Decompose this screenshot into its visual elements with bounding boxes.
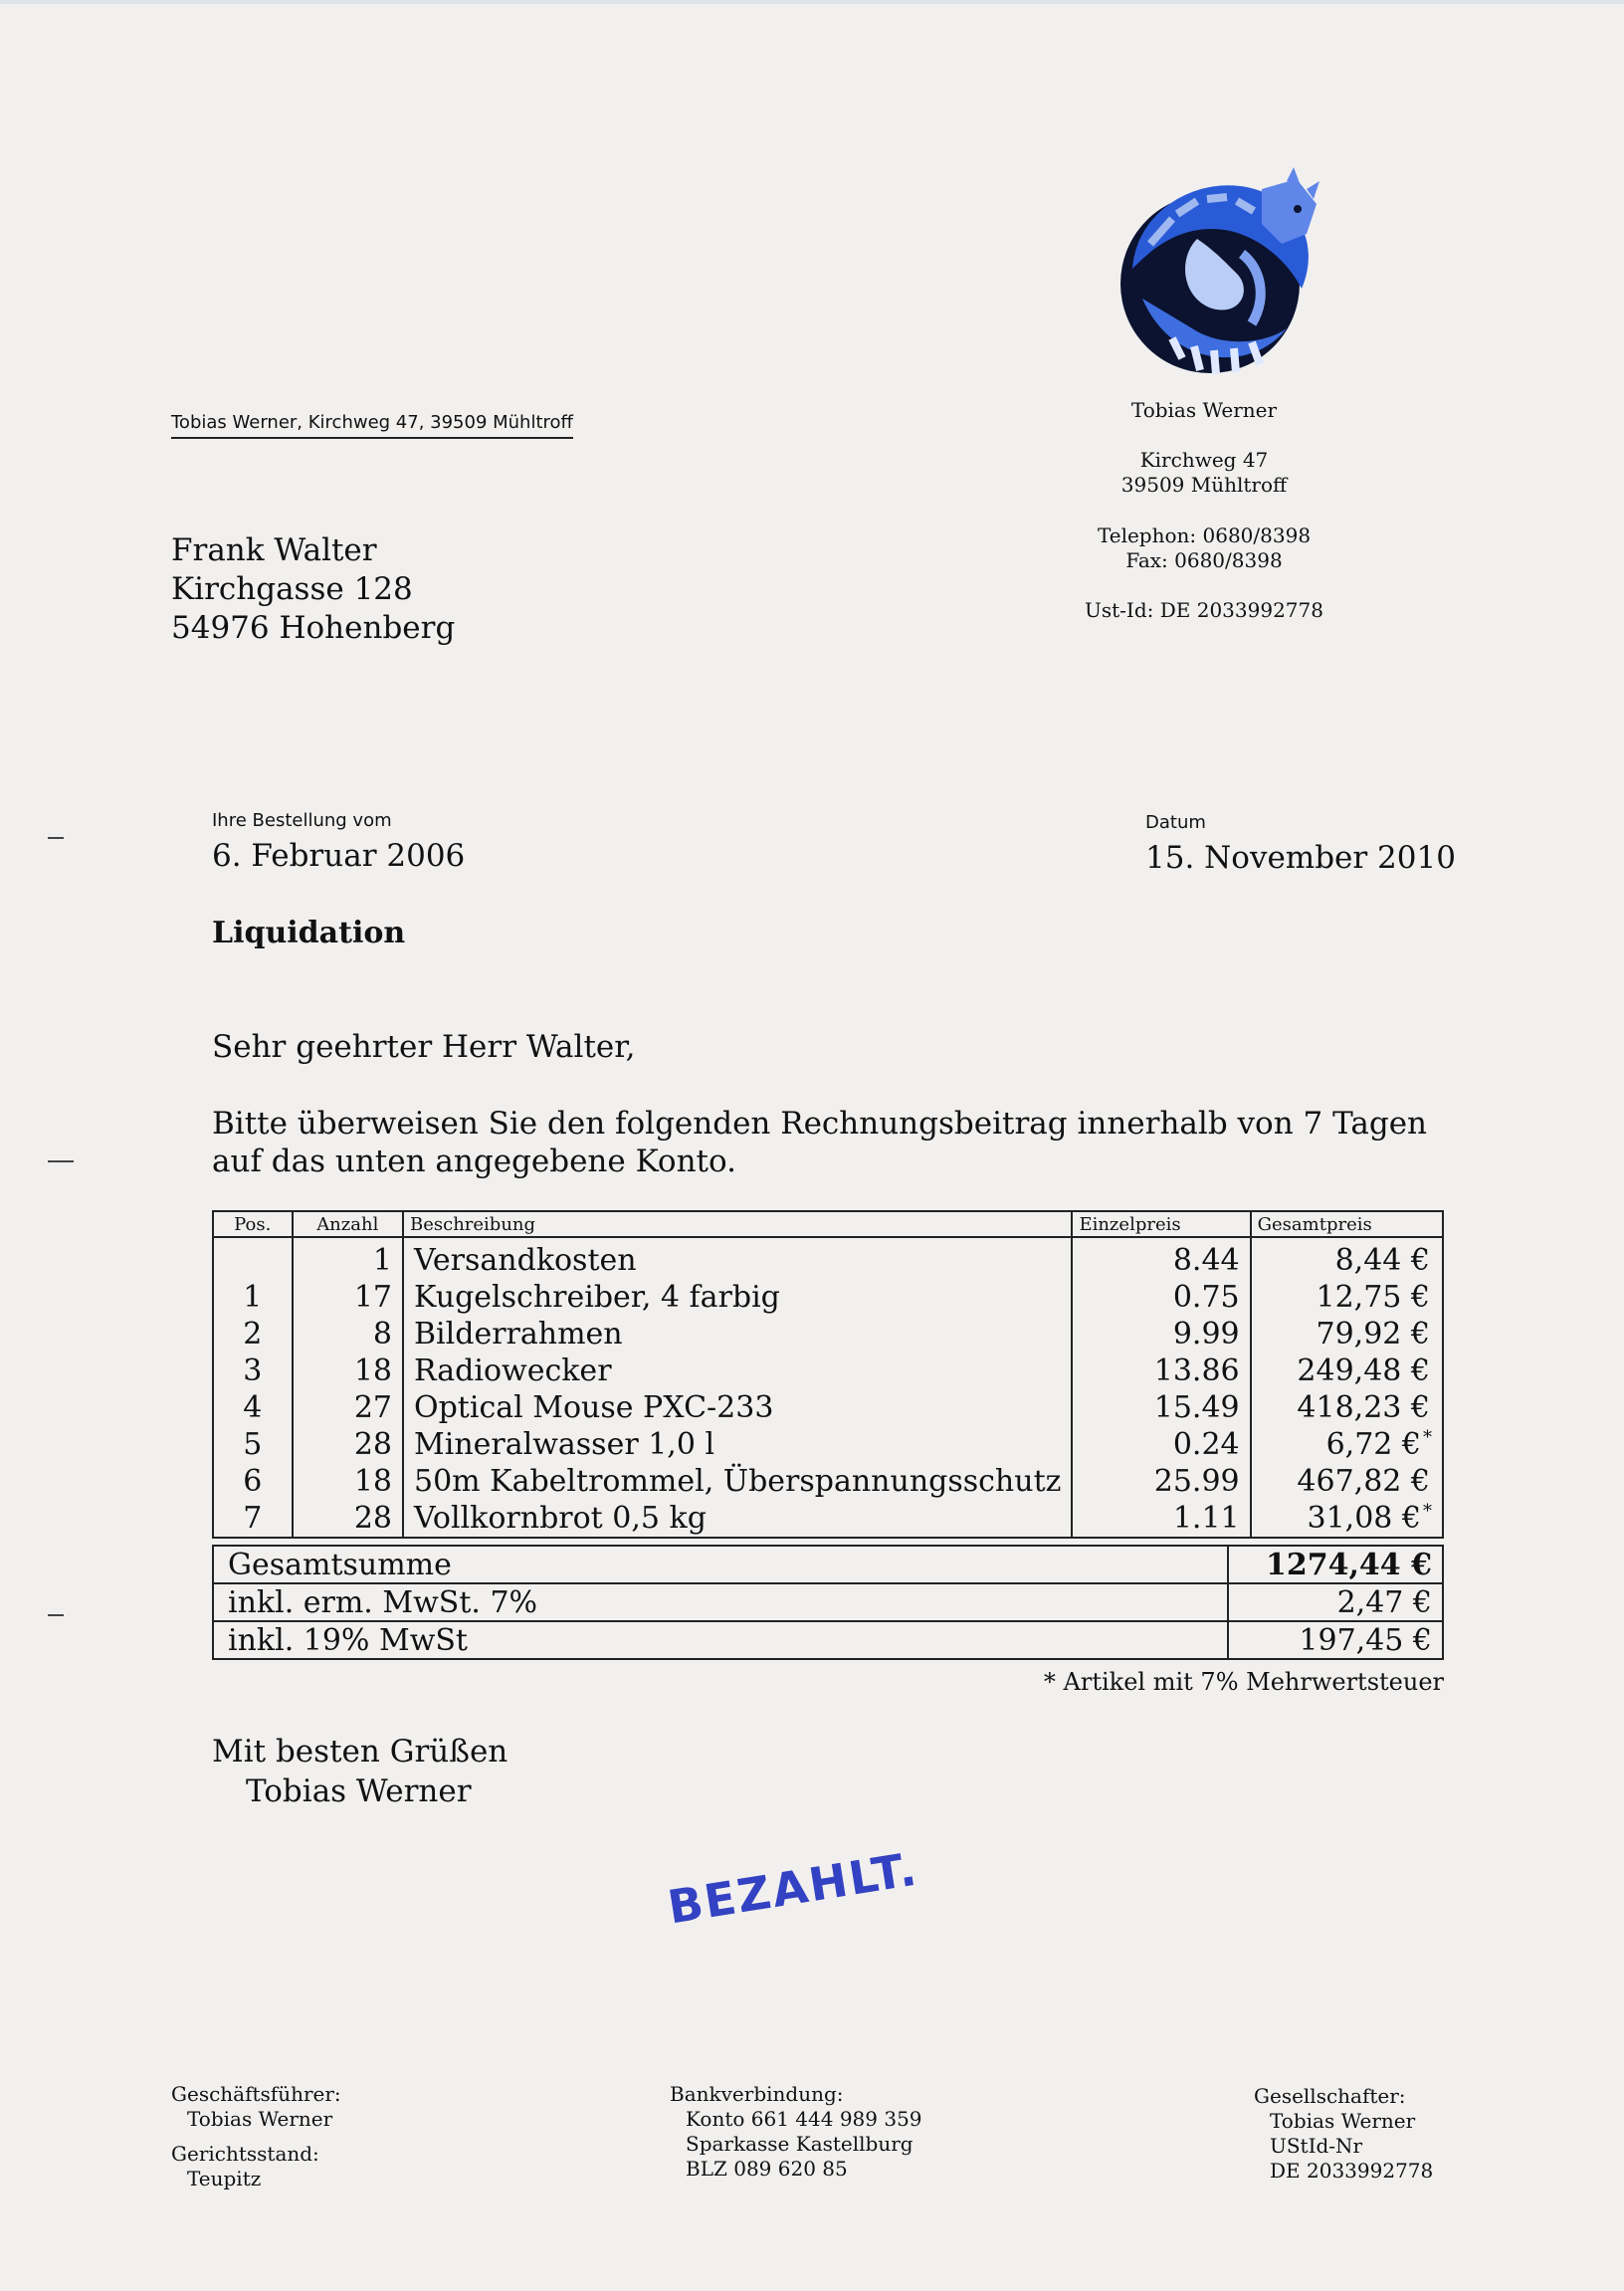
cell-description-text: Kugelschreiber, 4 farbig — [414, 1280, 780, 1315]
court-label: Gerichtsstand: — [171, 2142, 319, 2166]
closing — [212, 1732, 508, 1811]
col-header-unit-price: Einzelpreis — [1072, 1211, 1250, 1237]
cell-description — [403, 1237, 1072, 1279]
company-name: Tobias Werner — [1130, 398, 1278, 422]
cat-logo — [1103, 159, 1331, 388]
company-city: 39509 Mühltroff — [1120, 473, 1288, 497]
cell-total-price-text: 249,48 € — [1297, 1354, 1430, 1388]
cell-unit-price-text: 25.99 — [1153, 1464, 1240, 1499]
table-row — [213, 1316, 1443, 1353]
cell-qty — [293, 1389, 403, 1426]
table-row — [213, 1279, 1443, 1316]
cell-pos — [213, 1237, 293, 1279]
signature-name: Tobias Werner — [246, 1773, 472, 1809]
order-date-value: 6. Februar 2006 — [212, 838, 466, 874]
partner-name: Tobias Werner — [1270, 2109, 1416, 2133]
closing-line: Mit besten Grüßen — [212, 1734, 508, 1770]
cell-pos — [213, 1500, 293, 1538]
cell-pos — [213, 1279, 293, 1316]
fold-mark — [48, 1614, 64, 1616]
vat19-value: 197,45 € — [1228, 1621, 1443, 1659]
cell-qty — [293, 1463, 403, 1500]
cell-unit-price — [1072, 1237, 1250, 1279]
vat7-value: 2,47 € — [1228, 1583, 1443, 1621]
cell-qty — [293, 1279, 403, 1316]
total-label: Gesamtsumme — [213, 1546, 1228, 1583]
table-header-row — [213, 1211, 1443, 1237]
total-value: 1274,44 € — [1228, 1546, 1443, 1583]
cell-unit-price-text: 8.44 — [1172, 1243, 1240, 1278]
punch-mark — [48, 1160, 74, 1162]
cell-qty — [293, 1500, 403, 1538]
recipient-name: Frank Walter — [171, 532, 377, 568]
table-row — [213, 1353, 1443, 1389]
cell-description — [403, 1426, 1072, 1463]
cell-pos-text: 5 — [243, 1427, 263, 1462]
cell-unit-price-text: 13.86 — [1153, 1354, 1240, 1388]
cell-unit-price — [1072, 1353, 1250, 1389]
bank-account: Konto 661 444 989 359 — [686, 2107, 922, 2131]
cell-unit-price — [1072, 1279, 1250, 1316]
cell-total-price — [1251, 1500, 1443, 1538]
invoice-items-table — [212, 1210, 1444, 1539]
cell-pos-text: 1 — [243, 1280, 263, 1315]
cell-pos — [213, 1316, 293, 1353]
cell-qty-text: 1 — [372, 1243, 392, 1278]
cell-qty-text: 28 — [353, 1501, 392, 1536]
cell-unit-price — [1072, 1463, 1250, 1500]
vat19-row — [213, 1621, 1443, 1659]
cell-pos — [213, 1426, 293, 1463]
fold-mark — [48, 837, 64, 839]
cell-total-price-text: 418,23 € — [1297, 1390, 1430, 1425]
cell-unit-price — [1072, 1426, 1250, 1463]
cell-unit-price-text: 15.49 — [1153, 1390, 1240, 1425]
date-label: Datum — [1145, 812, 1206, 833]
reduced-vat-marker: * — [1423, 1427, 1432, 1448]
cell-total-price — [1251, 1316, 1443, 1353]
body-line: auf das unten angegebene Konto. — [212, 1144, 736, 1179]
col-header-qty: Anzahl — [293, 1211, 403, 1237]
col-header-total-price: Gesamtpreis — [1251, 1211, 1443, 1237]
cell-total-price — [1251, 1237, 1443, 1279]
recipient-city: 54976 Hohenberg — [171, 610, 456, 646]
court-value: Teupitz — [187, 2167, 262, 2190]
scan-edge — [0, 0, 1624, 4]
vat7-label: inkl. erm. MwSt. 7% — [213, 1583, 1228, 1621]
ustid-value: DE 2033992778 — [1270, 2159, 1434, 2183]
cell-qty-text: 27 — [353, 1390, 392, 1425]
company-phone: Telephon: 0680/8398 — [1097, 523, 1312, 547]
cell-unit-price — [1072, 1500, 1250, 1538]
cell-total-price-text: 79,92 € — [1316, 1317, 1430, 1352]
cell-pos — [213, 1389, 293, 1426]
cell-total-price — [1251, 1463, 1443, 1500]
cell-description-text: Vollkornbrot 0,5 kg — [414, 1501, 707, 1536]
cell-unit-price-text: 1.11 — [1172, 1501, 1240, 1536]
vat7-row — [213, 1583, 1443, 1621]
cell-description — [403, 1279, 1072, 1316]
cell-qty — [293, 1237, 403, 1279]
footer-partners — [1254, 2084, 1433, 2184]
cell-qty — [293, 1353, 403, 1389]
cell-qty-text: 18 — [353, 1464, 392, 1499]
cell-description-text: 50m Kabeltrommel, Überspannungsschutz — [414, 1464, 1062, 1499]
ceo-label: Geschäftsführer: — [171, 2082, 341, 2106]
sender-return-line: Tobias Werner, Kirchweg 47, 39509 Mühltroff — [171, 412, 573, 439]
cell-qty-text: 17 — [353, 1280, 392, 1315]
company-fax: Fax: 0680/8398 — [1125, 548, 1283, 572]
cell-qty — [293, 1426, 403, 1463]
cell-description-text: Bilderrahmen — [414, 1317, 623, 1352]
table-row — [213, 1463, 1443, 1500]
body-line: Bitte überweisen Sie den folgenden Rechnungsbeitrag innerhalb von 7 Tagen — [212, 1106, 1428, 1142]
recipient-address — [171, 531, 455, 648]
cell-unit-price-text: 0.75 — [1172, 1280, 1240, 1315]
cell-description-text: Radiowecker — [414, 1354, 612, 1388]
cell-qty-text: 8 — [372, 1317, 392, 1352]
paid-stamp: BEZAHLT. — [664, 1841, 922, 1935]
cell-qty — [293, 1316, 403, 1353]
cell-description-text: Optical Mouse PXC-233 — [414, 1390, 774, 1425]
reduced-vat-marker: * — [1423, 1501, 1432, 1522]
footer-bank — [670, 2082, 922, 2182]
ceo-name: Tobias Werner — [187, 2107, 333, 2131]
table-row — [213, 1237, 1443, 1279]
order-date-label: Ihre Bestellung vom — [212, 810, 392, 831]
cell-unit-price-text: 0.24 — [1172, 1427, 1240, 1462]
company-vat-id: Ust-Id: DE 2033992778 — [1085, 598, 1323, 622]
total-row — [213, 1546, 1443, 1583]
cell-qty-text: 18 — [353, 1354, 392, 1388]
table-row — [213, 1426, 1443, 1463]
cell-pos-text: 7 — [243, 1501, 263, 1536]
cell-description — [403, 1389, 1072, 1426]
cell-pos-text: 2 — [243, 1317, 263, 1352]
cell-total-price-text: 31,08 € — [1307, 1501, 1421, 1536]
cell-pos — [213, 1463, 293, 1500]
company-street: Kirchweg 47 — [1139, 448, 1269, 472]
cell-description — [403, 1500, 1072, 1538]
salutation: Sehr geehrter Herr Walter, — [212, 1029, 636, 1065]
bank-label: Bankverbindung: — [670, 2082, 844, 2106]
cell-qty-text: 28 — [353, 1427, 392, 1462]
body-text — [212, 1105, 1427, 1180]
cell-unit-price-text: 9.99 — [1172, 1317, 1240, 1352]
col-header-pos: Pos. — [213, 1211, 293, 1237]
cell-pos-text: 6 — [243, 1464, 263, 1499]
cell-unit-price — [1072, 1316, 1250, 1353]
subject-heading: Liquidation — [212, 916, 406, 950]
cell-description — [403, 1353, 1072, 1389]
cell-description-text: Mineralwasser 1,0 l — [414, 1427, 715, 1462]
date-value: 15. November 2010 — [1145, 840, 1456, 876]
bank-blz: BLZ 089 620 85 — [686, 2157, 848, 2181]
ustid-label: UStId-Nr — [1270, 2134, 1363, 2158]
footer-management — [171, 2082, 341, 2191]
cell-pos-text: 3 — [243, 1354, 263, 1388]
cell-unit-price — [1072, 1389, 1250, 1426]
totals-table — [212, 1545, 1444, 1660]
cell-total-price-text: 6,72 € — [1325, 1427, 1421, 1462]
partner-label: Gesellschafter: — [1254, 2084, 1406, 2108]
cell-pos — [213, 1353, 293, 1389]
cell-total-price — [1251, 1353, 1443, 1389]
table-row — [213, 1389, 1443, 1426]
cell-description — [403, 1463, 1072, 1500]
cell-total-price-text: 8,44 € — [1334, 1243, 1430, 1278]
recipient-street: Kirchgasse 128 — [171, 571, 413, 607]
vat19-label: inkl. 19% MwSt — [213, 1621, 1228, 1659]
table-row — [213, 1500, 1443, 1538]
cell-total-price-text: 467,82 € — [1297, 1464, 1430, 1499]
cell-total-price — [1251, 1279, 1443, 1316]
vat-footnote: * Artikel mit 7% Mehrwertsteuer — [1043, 1668, 1444, 1696]
cell-total-price-text: 12,75 € — [1316, 1280, 1430, 1315]
cell-description-text: Versandkosten — [414, 1243, 637, 1278]
cell-total-price — [1251, 1426, 1443, 1463]
cell-total-price — [1251, 1389, 1443, 1426]
bank-name: Sparkasse Kastellburg — [686, 2132, 914, 2156]
cell-pos-text: 4 — [243, 1390, 263, 1425]
cell-description — [403, 1316, 1072, 1353]
col-header-description: Beschreibung — [403, 1211, 1072, 1237]
